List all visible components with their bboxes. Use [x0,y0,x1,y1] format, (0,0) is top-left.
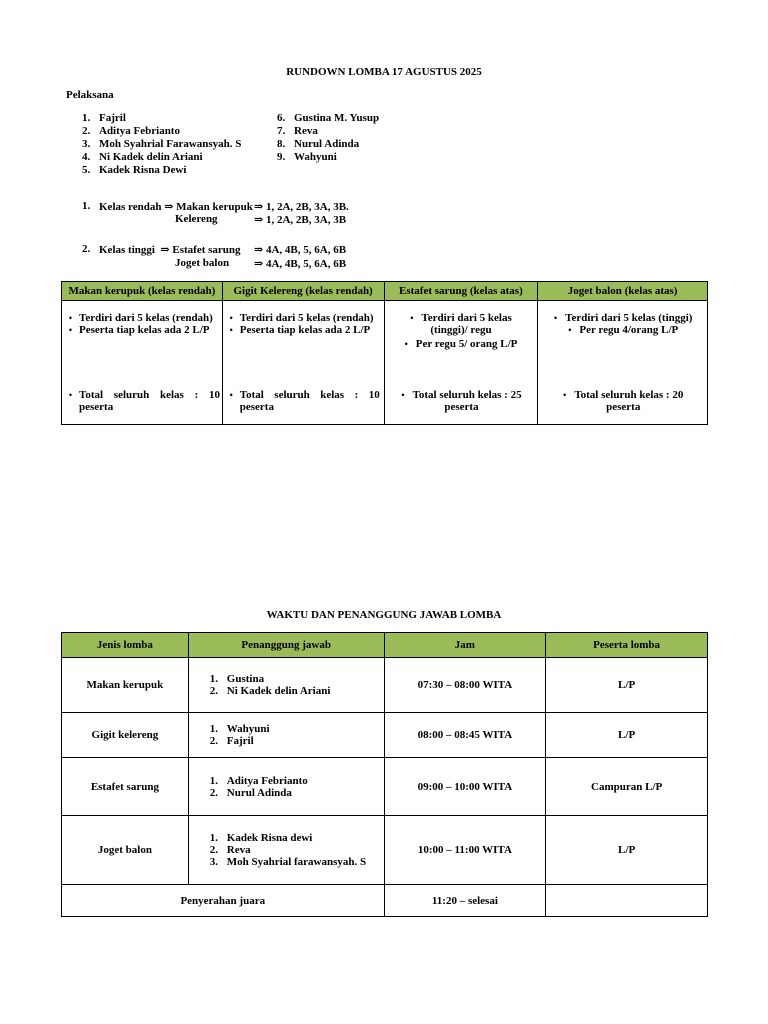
kelas-value-2b: ⇒ 4A, 4B, 5, 6A, 6B [254,258,347,270]
bullet-icon: • [554,313,558,323]
list-item [542,312,704,324]
table-cell [62,301,223,425]
pelaksana-list-1 [82,112,241,177]
total-item [552,389,694,413]
pelaksana-label: Pelaksana [66,89,114,101]
list-name: Gustina [226,673,265,685]
list-item [82,151,241,164]
list-text: Peserta tiap kelas ada 2 L/P [239,324,371,336]
list-number: 3. [209,856,219,868]
list-text: Terdiri dari 5 kelas (rendah) [79,312,213,324]
list-name: Moh Syahrial Farawansyah. S [99,138,242,150]
bullet-list [62,312,220,336]
list-item [82,138,241,151]
jenis-cell: Gigit kelereng [62,713,189,758]
jam-cell: 09:00 – 10:00 WITA [384,758,546,816]
list-name: Ni Kadek delin Ariani [226,685,331,697]
list-name: Moh Syahrial farawansyah. S [226,856,367,868]
list-item [277,138,379,151]
list-item [82,112,241,125]
table-header-cell: Penanggung jawab [188,633,384,658]
list-name: Gustina M. Yusup [294,112,380,124]
jam-cell: 07:30 – 08:00 WITA [384,658,546,713]
kelas-value-1a: ⇒ 1, 2A, 2B, 3A, 3B. [254,201,349,213]
bullet-list [542,312,704,336]
schedule-title: WAKTU DAN PENANGGUNG JAWAB LOMBA [266,609,502,621]
bullet-icon: • [68,313,73,323]
jam-cell: 08:00 – 08:45 WITA [384,713,546,758]
list-item [210,723,384,735]
table-header-cell: Joget balon (kelas atas) [538,282,708,301]
list-number: 1. [209,832,219,844]
list-text: Per regu 4/orang L/P [579,324,679,336]
table-header-row [62,633,708,658]
list-name: Reva [294,125,318,137]
pj-cell [188,713,384,758]
kelas-value-2a: ⇒ 4A, 4B, 5, 6A, 6B [254,244,347,256]
bullet-icon: • [568,325,572,335]
list-name: Fajril [226,735,254,747]
list-number: 2. [209,685,219,697]
kelas-sublabel-2: Joget balon [175,257,230,269]
bullet-icon: • [401,390,405,400]
list-item [62,324,220,336]
list-number: 2. [209,844,219,856]
list-name: Nurul Adinda [226,786,292,799]
bullet-icon: • [68,325,73,335]
list-item [277,125,379,138]
table-header-cell: Jam [384,633,546,658]
table-row [62,713,708,758]
list-item [277,151,379,164]
list-name: Aditya Febrianto [226,774,308,787]
penyerahan-cell: Penyerahan juara [62,885,385,917]
lomba-detail-table [61,281,708,425]
list-text: Terdiri dari 5 kelas (tinggi)/ regu [421,312,512,336]
total-text: Total seluruh kelas : 10 peserta [239,389,380,413]
peserta-cell: L/P [546,658,708,713]
list-item [210,775,384,787]
peserta-cell: L/P [546,816,708,885]
list-item [399,338,524,350]
list-item [210,856,384,868]
table-header-cell: Jenis lomba [62,633,189,658]
total-text: Total seluruh kelas : 20 peserta [574,389,684,413]
list-text: Terdiri dari 5 kelas (tinggi) [565,312,693,324]
table-row [62,301,708,425]
list-text: Per regu 5/ orang L/P [415,338,518,350]
jenis-cell: Joget balon [62,816,189,885]
list-number: 3. [82,138,91,150]
kelas-label-1: Kelas rendah ⇒ Makan kerupuk [99,201,253,213]
table-row-final [62,885,708,917]
pelaksana-list-2 [277,112,379,164]
table-header-cell: Makan kerupuk (kelas rendah) [62,282,223,301]
table-row [62,816,708,885]
list-name: Wahyuni [294,151,337,163]
table-header-cell: Estafet sarung (kelas atas) [384,282,538,301]
pj-cell [188,816,384,885]
list-item [210,735,384,747]
list-text: Peserta tiap kelas ada 2 L/P [79,324,210,336]
kelas-sublabel-1: Kelereng [175,213,218,225]
list-number: 2. [82,125,91,137]
table-cell [384,301,538,425]
list-number: 1. [209,673,219,685]
table-cell [222,301,384,425]
list-item [210,787,384,799]
table-header-row [62,282,708,301]
list-item [210,832,384,844]
list-number: 6. [277,112,286,124]
list-item [62,312,220,324]
total-item [393,389,531,413]
jenis-cell: Makan kerupuk [62,658,189,713]
list-number: 7. [277,125,286,137]
list-item [542,324,704,336]
kelas-number-2: 2. [82,243,91,255]
list-name: Aditya Febrianto [99,125,180,137]
table-header-cell: Peserta lomba [546,633,708,658]
list-item [210,685,384,697]
list-number: 8. [277,138,286,150]
table-cell [538,301,708,425]
table-row [62,758,708,816]
jam-cell: 11:20 – selesai [384,885,546,917]
bullet-list [399,312,524,350]
total-text: Total seluruh kelas : 25 peserta [412,389,522,413]
list-item [210,844,384,856]
pj-cell [188,658,384,713]
list-number: 9. [277,151,286,163]
list-number: 5. [82,164,91,176]
table-row [62,658,708,713]
list-number: 4. [82,151,91,163]
total-item [62,389,220,413]
peserta-cell: L/P [546,713,708,758]
list-text: Terdiri dari 5 kelas (rendah) [239,312,374,324]
list-item [82,164,241,177]
kelas-label-2: Kelas tinggi ⇒ Estafet sarung [99,244,241,256]
list-name: Reva [226,844,251,856]
bullet-icon: • [404,339,408,349]
list-number: 1. [209,774,219,787]
jam-cell: 10:00 – 11:00 WITA [384,816,546,885]
list-number: 2. [209,786,219,799]
list-item [223,312,382,324]
bullet-icon: • [229,390,233,400]
bullet-icon: • [410,313,414,323]
list-name: Wahyuni [226,723,270,735]
bullet-icon: • [68,390,73,400]
list-item [223,324,382,336]
kelas-number-1: 1. [82,200,91,212]
list-number: 2. [209,735,219,747]
document-title: RUNDOWN LOMBA 17 AGUSTUS 2025 [286,66,482,78]
list-name: Nurul Adinda [294,138,360,150]
bullet-icon: • [229,325,233,335]
peserta-cell [546,885,708,917]
list-name: Kadek Risna Dewi [99,164,187,176]
kelas-value-1b: ⇒ 1, 2A, 2B, 3A, 3B [254,214,347,226]
jenis-cell: Estafet sarung [62,758,189,816]
list-name: Fajril [99,112,126,124]
schedule-table [61,632,708,917]
total-item [223,389,380,413]
list-number: 1. [209,723,219,735]
pj-cell [188,758,384,816]
list-item [399,312,524,336]
table-header-cell: Gigit Kelereng (kelas rendah) [222,282,384,301]
list-item [82,125,241,138]
bullet-list [223,312,382,336]
total-text: Total seluruh kelas : 10 peserta [79,389,220,413]
list-item [277,112,379,125]
list-name: Ni Kadek delin Ariani [99,151,203,163]
bullet-icon: • [229,313,233,323]
list-number: 1. [82,112,91,124]
list-item [210,673,384,685]
peserta-cell: Campuran L/P [546,758,708,816]
bullet-icon: • [563,390,567,400]
list-name: Kadek Risna dewi [226,832,313,844]
